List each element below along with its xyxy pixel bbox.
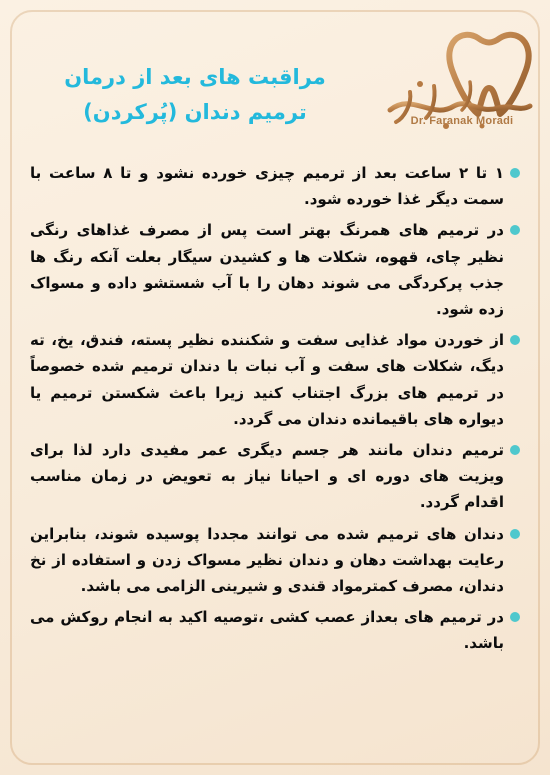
list-item	[30, 437, 520, 516]
item-text: در ترمیم های همرنگ بهتر است پس از مصرف غذاهای رنگی نظیر چای، قهوه، شکلات ها و کشیدن سیگار بعلت آنکه رنگ ها جذب پرکردگی می شوند دهان را با آب شستشو داده و مسواک زده شود.	[30, 221, 504, 319]
item-text: در ترمیم های بعداز عصب کشی ،توصیه اکید به انجام روکش می باشد.	[30, 608, 504, 653]
list-item	[30, 521, 520, 600]
item-text: ترمیم دندان مانند هر جسم دیگری عمر مفیدی دارد لذا برای ویزیت های دوره ای و احیانا نیاز به تعویض در زمان مناسب اقدام گردد.	[30, 441, 504, 512]
bullet-icon	[510, 168, 520, 178]
bullet-icon	[510, 335, 520, 345]
bullet-icon	[510, 445, 520, 455]
list-item	[30, 327, 520, 432]
title-line-2: ترمیم دندان (پُرکردن)	[83, 100, 307, 124]
bullet-icon	[510, 225, 520, 235]
list-item	[30, 217, 520, 322]
item-text: دندان های ترمیم شده می توانند مجددا پوسیده شوند، بنابراین رعایت بهداشت دهان و دندان نظیر مسواک زدن و استفاده از نخ دندان، مصرف کمترمواد قندی و شیرینی الزامی می باشد.	[30, 524, 504, 596]
bullet-icon	[510, 612, 520, 622]
bullet-icon	[510, 529, 520, 539]
title-line-1: مراقبت های بعد از درمان	[64, 65, 326, 89]
item-text: از خوردن مواد غذایی سفت و شکننده نظیر پسته، فندق، یخ، ته دیگ، شکلات های سفت و آب نبات با دندان ترمیم شده خصوصاً در ترمیم های بزرگ اجتناب کنید زیرا باعث شکستن ترمیم یا دیواره های باقیمانده دندان می گردد.	[30, 331, 504, 428]
list-item	[30, 604, 520, 656]
clinic-logo	[382, 22, 537, 147]
instructions-list	[30, 160, 520, 662]
item-text: ۱ تا ۲ ساعت بعد از ترمیم چیزی خورده نشود و تا ۸ ساعت با سمت دیگر غذا خورده شود.	[30, 164, 504, 209]
list-item	[30, 160, 520, 212]
brand-name: Dr. Faranak Moradi	[410, 115, 514, 127]
page-title	[40, 60, 350, 130]
